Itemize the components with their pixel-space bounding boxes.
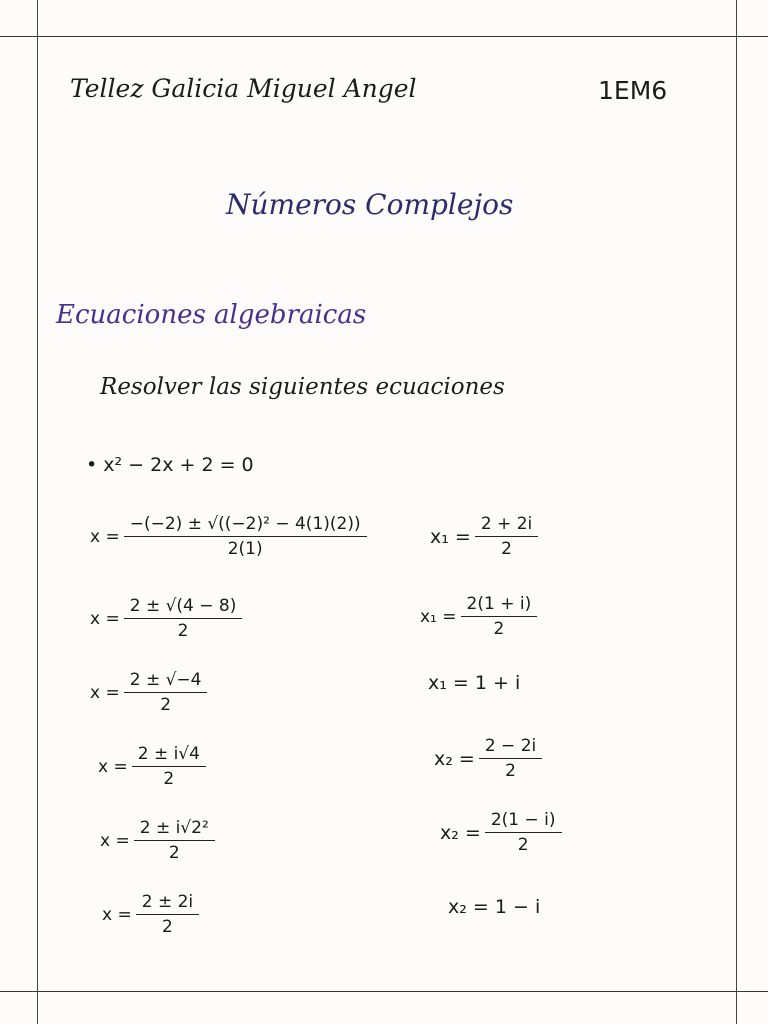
- left-step-1: [90, 514, 367, 559]
- fraction-numerator: 2 ± 2i: [136, 892, 199, 915]
- fraction: [136, 892, 199, 937]
- fraction-numerator: 2 ± √−4: [124, 670, 208, 693]
- right-step-6: [448, 896, 540, 918]
- bottom-rule-line: [0, 991, 768, 992]
- fraction-numerator: −(−2) ± √((−2)² − 4(1)(2)): [124, 514, 367, 537]
- fraction: [124, 596, 243, 641]
- right-margin-line: [736, 0, 737, 1024]
- fraction: [461, 594, 538, 639]
- fraction-denominator: 2: [517, 835, 529, 855]
- fraction-denominator: 2: [168, 843, 180, 863]
- left-step-4: [98, 744, 206, 789]
- right-step-4: [434, 736, 542, 781]
- equation-statement: • x² − 2x + 2 = 0: [86, 454, 254, 476]
- fraction: [134, 818, 215, 863]
- fraction-numerator: 2 ± i√2²: [134, 818, 215, 841]
- instruction-text: Resolver las siguientes ecuaciones: [100, 374, 505, 400]
- fraction: [475, 514, 538, 559]
- right-step-3: [428, 672, 520, 694]
- fraction-denominator: 2: [505, 761, 516, 781]
- step-lhs: x =: [90, 682, 120, 703]
- fraction-denominator: 2: [493, 619, 505, 639]
- left-step-3: [90, 670, 207, 715]
- fraction: [132, 744, 206, 789]
- fraction-numerator: 2 − 2i: [479, 736, 542, 759]
- fraction-denominator: 2: [160, 695, 172, 715]
- step-lhs: x₂ =: [434, 747, 475, 770]
- left-margin-line: [37, 0, 38, 1024]
- section-heading: Ecuaciones algebraicas: [56, 300, 367, 330]
- top-rule-line: [0, 36, 768, 37]
- page-title: Números Complejos: [226, 188, 514, 221]
- fraction: [124, 514, 367, 559]
- step-lhs: x =: [98, 756, 128, 777]
- step-lhs: x₁ =: [430, 525, 471, 548]
- right-step-5: [440, 810, 562, 855]
- fraction-denominator: 2(1): [227, 539, 263, 559]
- fraction: [124, 670, 208, 715]
- step-lhs: x₁ =: [420, 606, 457, 627]
- step-lhs: x =: [90, 526, 120, 547]
- left-step-6: [102, 892, 199, 937]
- fraction-numerator: 2 ± √(4 − 8): [124, 596, 243, 619]
- right-step-2: [420, 594, 537, 639]
- result-x1: x₁ = 1 + i: [428, 672, 521, 694]
- fraction-numerator: 2(1 + i): [461, 594, 538, 617]
- right-step-1: [430, 514, 538, 559]
- step-lhs: x =: [100, 830, 130, 851]
- result-x2: x₂ = 1 − i: [448, 896, 541, 918]
- step-lhs: x =: [102, 904, 132, 925]
- fraction-denominator: 2: [162, 917, 173, 937]
- student-name: Tellez Galicia Miguel Angel: [70, 74, 417, 103]
- fraction: [479, 736, 542, 781]
- left-step-2: [90, 596, 242, 641]
- fraction-denominator: 2: [501, 539, 512, 559]
- fraction-denominator: 2: [163, 769, 175, 789]
- group-code: 1EM6: [598, 76, 668, 105]
- step-lhs: x =: [90, 608, 120, 629]
- fraction-numerator: 2 ± i√4: [132, 744, 206, 767]
- fraction-numerator: 2(1 − i): [485, 810, 562, 833]
- fraction-numerator: 2 + 2i: [475, 514, 538, 537]
- left-step-5: [100, 818, 215, 863]
- fraction: [485, 810, 562, 855]
- fraction-denominator: 2: [177, 621, 189, 641]
- step-lhs: x₂ =: [440, 821, 481, 844]
